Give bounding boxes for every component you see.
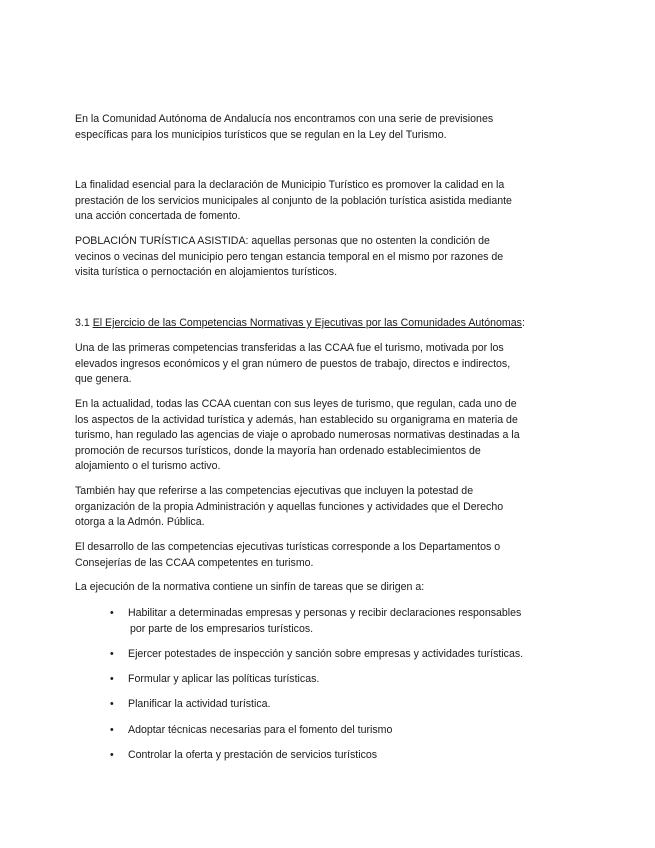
text-line: otorga a la Admón. Pública.: [75, 516, 205, 528]
text-line: organización de la propia Administración y aquellas funciones y actividades que el Derecho: [75, 500, 504, 513]
text-line: Formular y aplicar las políticas turísticas.: [128, 673, 320, 685]
text-line: La ejecución de la normativa contiene un sinfín de tareas que se dirigen a:: [75, 581, 425, 593]
text-line: También hay que referirse a las competencias ejecutivas que incluyen la potestad de: [75, 485, 474, 497]
paragraph-competencias-transferidas: [75, 341, 575, 388]
section-heading: [75, 316, 525, 332]
bullet-icon: •: [110, 698, 114, 710]
bullet-icon: •: [110, 749, 114, 761]
paragraph-desarrollo: [75, 540, 575, 571]
bullet-icon: •: [110, 673, 114, 685]
text-line: Ejercer potestades de inspección y sanción sobre empresas y actividades turísticas.: [128, 648, 524, 660]
text-line: los aspectos de la actividad turística y además, han establecido su organigrama en materia de: [75, 413, 518, 426]
text-line: visita turística o pernoctación en alojamientos turísticos.: [75, 266, 338, 278]
text-line: alojamiento o el turismo activo.: [75, 460, 221, 472]
text-line: promoción de recursos turísticos, donde la mayoría han ordenado establecimientos de: [75, 444, 481, 457]
text-line: Controlar la oferta y prestación de servicios turísticos: [128, 749, 378, 761]
paragraph-finalidad: [75, 178, 575, 225]
text-line: Una de las primeras competencias transferidas a las CCAA fue el turismo, motivada por los: [75, 342, 504, 354]
text-line: La finalidad esencial para la declaración de Municipio Turístico es promover la calidad en la: [75, 179, 505, 191]
text-line: POBLACIÓN TURÍSTICA ASISTIDA: aquellas personas que no ostenten la condición de: [75, 235, 490, 247]
paragraph-competencias-ejecutivas: [75, 484, 575, 531]
text-line: turismo, han regulado las agencias de viaje o aprobado numerosas normativas destinadas a la: [75, 429, 520, 441]
text-line: Consejerías de las CCAA competentes en turismo.: [75, 556, 314, 569]
text-line: Adoptar técnicas necesarias para el fomento del turismo: [128, 724, 393, 736]
paragraph-ejecucion: [75, 580, 575, 596]
paragraph-actualidad: [75, 397, 575, 475]
text-line: que genera.: [75, 373, 132, 385]
paragraph-poblacion-turistica: [75, 234, 575, 281]
text-line: El desarrollo de las competencias ejecutivas turísticas corresponde a los Departamentos o: [75, 541, 501, 553]
text-line: En la Comunidad Autónoma de Andalucía nos encontramos con una serie de previsiones: [75, 113, 494, 125]
bullet-icon: •: [110, 724, 114, 736]
text-line: prestación de los servicios municipales al conjunto de la población turística asistida mediante: [75, 194, 512, 207]
text-line: En la actualidad, todas las CCAA cuentan con sus leyes de turismo, que regulan, cada uno de: [75, 398, 517, 410]
text-line: específicas para los municipios turísticos que se regulan en la Ley del Turismo.: [75, 128, 447, 141]
text-line: una acción concertada de fomento.: [75, 210, 241, 222]
section-suffix: :: [521, 317, 525, 329]
text-line: vecinos o vecinas del municipio pero tengan estancia temporal en el mismo por razones de: [75, 250, 504, 263]
text-line: Planificar la actividad turística.: [128, 698, 271, 710]
text-line: Habilitar a determinadas empresas y personas y recibir declaraciones responsables: [128, 607, 522, 619]
section-title: El Ejercicio de las Competencias Normativas y Ejecutivas por las Comunidades Autónomas: [92, 317, 522, 329]
section-number: 3.1: [75, 317, 90, 329]
bullet-icon: •: [110, 648, 114, 660]
text-line: por parte de los empresarios turísticos.: [130, 622, 314, 635]
paragraph-andalucia-intro: [75, 112, 575, 143]
text-line: elevados ingresos económicos y el gran número de puestos de trabajo, directos e indirectos,: [75, 357, 511, 370]
bullet-icon: •: [110, 607, 114, 619]
